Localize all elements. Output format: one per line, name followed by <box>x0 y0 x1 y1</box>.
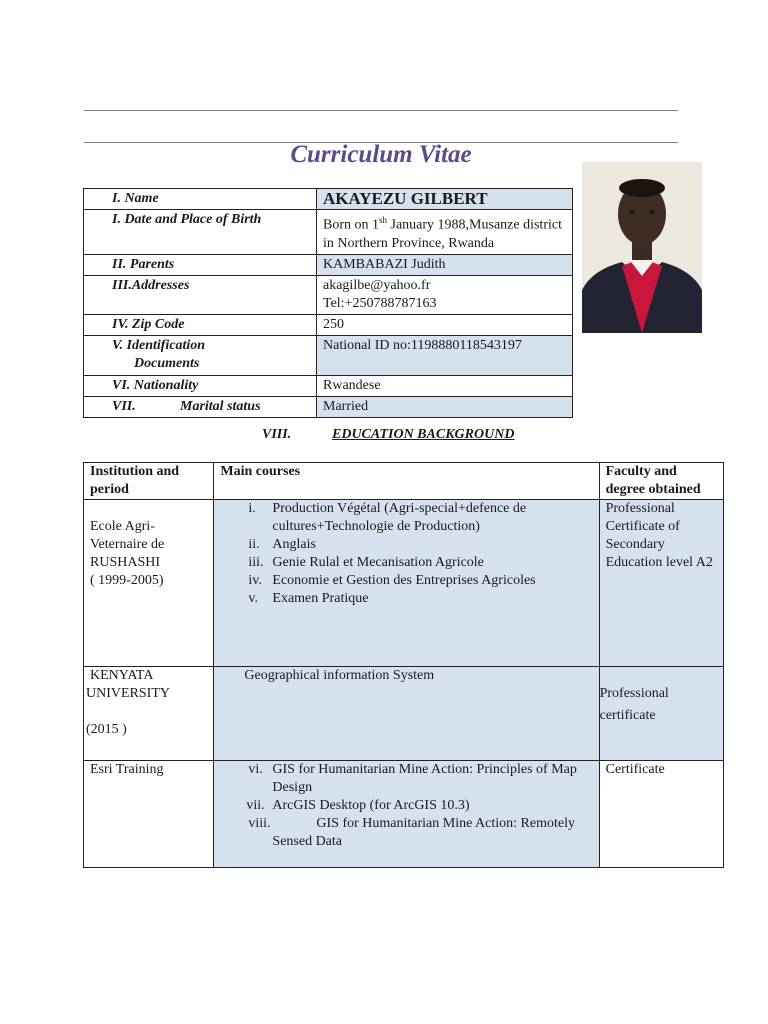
info-label: I. Name <box>84 189 317 210</box>
course-marker: v. <box>248 591 258 606</box>
institution-line: UNIVERSITY <box>86 686 170 701</box>
document-title: Curriculum Vitae <box>290 141 472 168</box>
top-divider-1 <box>84 110 678 111</box>
course-text: Examen Pratique <box>272 591 369 606</box>
addresses-value <box>317 275 573 314</box>
info-row-birth <box>84 210 573 255</box>
header-degree: Faculty and degree obtained <box>599 463 723 500</box>
degree-line: Professional <box>599 686 669 701</box>
profile-photo <box>582 162 702 333</box>
info-row-name <box>84 189 573 210</box>
course-marker: i. <box>248 501 256 516</box>
course-list <box>220 761 592 851</box>
nationality-value: Rwandese <box>317 375 573 396</box>
institution-line: Veternaire de <box>90 537 165 552</box>
course-text: Anglais <box>272 537 316 552</box>
education-row-1 <box>84 500 724 667</box>
row1-degree: Professional Certificate of Secondary Education level A2 <box>599 500 723 667</box>
course-item <box>246 797 592 815</box>
info-label <box>84 335 317 375</box>
personal-info-table <box>83 188 573 418</box>
section-title: EDUCATION BACKGROUND <box>332 427 515 442</box>
education-header-row <box>84 463 724 500</box>
info-row-id <box>84 335 573 375</box>
marital-value: Married <box>317 396 573 417</box>
course-text: Economie et Gestion des Entreprises Agricoles <box>272 573 536 588</box>
institution-line: ( 1999-2005) <box>90 573 164 588</box>
course-marker: ii. <box>248 537 260 552</box>
course-marker: iii. <box>248 555 264 570</box>
course-text: GIS for Humanitarian Mine Action: Principles of Map Design <box>272 762 577 795</box>
education-row-2 <box>84 667 724 761</box>
institution-line: KENYATA <box>90 668 154 683</box>
course-text: GIS for Humanitarian Mine Action: Remotely Sensed Data <box>272 816 575 849</box>
course-item <box>248 572 592 590</box>
info-row-parents <box>84 254 573 275</box>
section-heading <box>262 427 514 443</box>
course-text: ArcGIS Desktop (for ArcGIS 10.3) <box>272 798 470 813</box>
education-table <box>83 462 724 868</box>
info-label: VI. Nationality <box>84 375 317 396</box>
parents-value: KAMBABAZI Judith <box>317 254 573 275</box>
id-value: National ID no:1198880118543197 <box>317 335 573 375</box>
section-number: VIII. <box>262 427 292 442</box>
row3-institution: Esri Training <box>84 761 214 868</box>
birth-value <box>317 210 573 255</box>
course-item <box>248 500 592 536</box>
birth-text: Born on 1 <box>323 217 379 233</box>
info-label: III.Addresses <box>84 275 317 314</box>
course-item <box>248 554 592 572</box>
course-item <box>248 590 592 608</box>
institution-line: Ecole Agri- <box>90 519 155 534</box>
birth-sup: sh <box>379 215 388 225</box>
row3-degree: Certificate <box>599 761 723 868</box>
row3-courses <box>214 761 599 868</box>
row2-courses <box>214 667 599 761</box>
course-text: Production Végétal (Agri-special+defence de cultures+Technologie de Production) <box>272 501 527 534</box>
row2-degree <box>599 667 723 761</box>
name-value: AKAYEZU GILBERT <box>317 189 573 210</box>
education-row-3 <box>84 761 724 868</box>
zip-value: 250 <box>317 314 573 335</box>
course-marker: iv. <box>248 573 262 588</box>
course-text: Geographical information System <box>244 668 435 683</box>
info-row-zip <box>84 314 573 335</box>
course-marker: viii. <box>248 816 271 831</box>
info-label: IV. Zip Code <box>84 314 317 335</box>
info-label-text: Marital status <box>180 398 261 414</box>
info-label-line: V. Identification <box>112 337 206 353</box>
info-row-addresses <box>84 275 573 314</box>
row1-courses <box>214 500 599 667</box>
course-text: Genie Rulal et Mecanisation Agricole <box>272 555 484 570</box>
email-text: akagilbe@yahoo.fr <box>323 277 431 293</box>
info-label: I. Date and Place of Birth <box>84 210 317 255</box>
header-institution: Institution and period <box>84 463 214 500</box>
course-item <box>248 815 592 851</box>
institution-spacer <box>86 703 207 721</box>
institution-period: (2015 ) <box>86 722 127 737</box>
row2-institution <box>84 667 214 761</box>
course-item <box>248 536 592 554</box>
phone-text: Tel:+250788787163 <box>323 295 437 311</box>
course-list <box>220 500 592 608</box>
birth-text-rest: January 1988,Musanze district in Northern Province, Rwanda <box>323 217 562 251</box>
institution-line: RUSHASHI <box>90 555 161 570</box>
info-label-line: Documents <box>134 355 200 371</box>
info-label <box>84 396 317 417</box>
course-item <box>248 761 592 797</box>
course-marker: vii. <box>246 798 265 813</box>
degree-line: certificate <box>599 708 656 723</box>
row1-institution <box>84 500 214 667</box>
info-row-marital <box>84 396 573 417</box>
course-marker: vi. <box>248 762 263 777</box>
info-label-number: VII. <box>112 398 136 414</box>
info-label: II. Parents <box>84 254 317 275</box>
person-portrait-image <box>582 162 702 333</box>
info-row-nationality <box>84 375 573 396</box>
header-courses: Main courses <box>214 463 599 500</box>
